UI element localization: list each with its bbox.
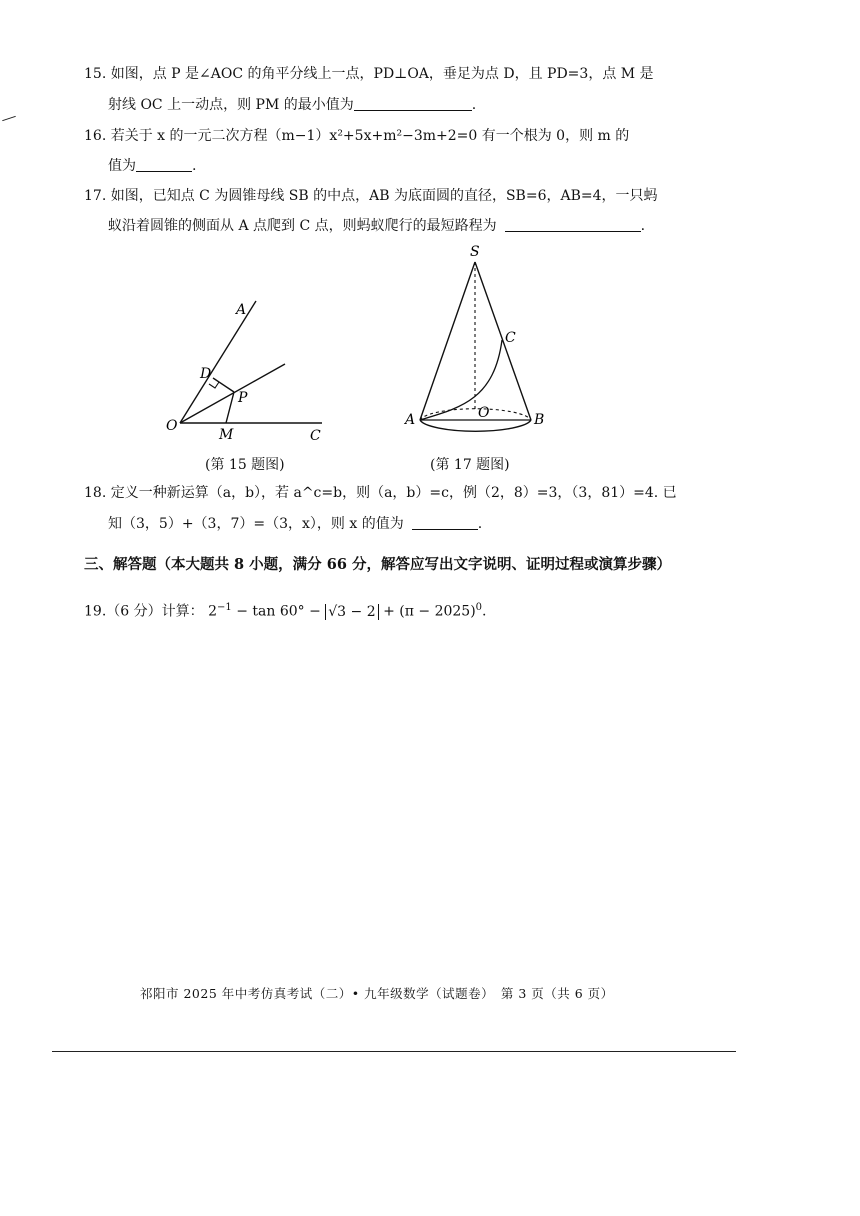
label-s: S xyxy=(470,244,480,260)
period: . xyxy=(477,516,483,532)
ant-path-curve xyxy=(420,340,502,420)
question-17 xyxy=(84,186,658,206)
label-c: C xyxy=(505,330,516,346)
question-text-line1: 如图，点 P 是∠AOC 的角平分线上一点，PD⊥OA，垂足为点 D，且 PD=3，点 M 是 xyxy=(110,66,654,82)
expr-base: 2 xyxy=(208,603,217,620)
label-c: C xyxy=(310,428,321,444)
label-o: O xyxy=(478,405,490,421)
question-16-line2 xyxy=(108,156,196,176)
period: . xyxy=(482,603,487,620)
segment-pd xyxy=(213,378,234,392)
label-d: D xyxy=(200,366,212,382)
figure-15-caption: (第 15 题图) xyxy=(205,457,285,473)
question-text-line2: 值为 xyxy=(108,158,136,174)
question-number: 18. xyxy=(84,485,107,501)
question-18 xyxy=(84,483,677,503)
label-b: B xyxy=(534,412,545,428)
question-19 xyxy=(84,598,486,622)
question-15 xyxy=(84,64,654,84)
generatrix-sb xyxy=(475,262,531,420)
figure-17-caption: (第 17 题图) xyxy=(430,457,510,473)
question-15-line2 xyxy=(108,95,476,115)
scan-mark xyxy=(2,116,16,121)
label-p: P xyxy=(238,390,248,406)
label-a: A xyxy=(236,302,247,318)
page-footer: 祁阳市 2025 年中考仿真考试（二）• 九年级数学（试题卷） 第 3 页（共 6 页） xyxy=(140,986,614,1001)
expr-zero-exponent: 0 xyxy=(475,602,483,613)
question-text-line2: 知（3，5）+（3，7）=（3，x），则 x 的值为 xyxy=(108,516,404,532)
expr-absolute-value: √3 − 2 xyxy=(325,604,378,620)
right-angle-mark xyxy=(209,382,219,388)
generatrix-sa xyxy=(420,262,475,420)
bisector-op xyxy=(180,364,285,423)
question-number: 19. xyxy=(84,603,107,620)
label-o: O xyxy=(166,418,178,434)
answer-blank[interactable] xyxy=(505,217,641,232)
label-a: A xyxy=(405,412,416,428)
expr-tan: − tan 60° − xyxy=(231,603,326,620)
period: . xyxy=(471,97,477,113)
answer-blank[interactable] xyxy=(354,96,472,111)
label-m: M xyxy=(219,427,234,443)
question-points: （6 分） xyxy=(106,603,162,620)
question-number: 16. xyxy=(84,128,107,144)
figure-17-diagram xyxy=(400,240,560,452)
answer-blank[interactable] xyxy=(412,515,478,530)
question-16 xyxy=(84,126,629,146)
answer-blank[interactable] xyxy=(136,157,192,172)
question-text-line1: 若关于 x 的一元二次方程（m−1）x²+5x+m²−3m+2=0 有一个根为 0，则 m 的 xyxy=(110,128,630,144)
question-number: 15. xyxy=(84,66,107,82)
figure-15-diagram xyxy=(160,292,340,472)
question-prompt: 计算： xyxy=(161,603,204,620)
section-heading: 三、解答题（本大题共 8 小题，满分 66 分，解答应写出文字说明、证明过程或演算步骤） xyxy=(84,556,671,573)
question-text-line1: 定义一种新运算（a，b），若 a^c=b，则（a，b）=c，例（2，8）=3，（3，81）=4. 已 xyxy=(110,485,677,501)
expr-exponent: −1 xyxy=(217,602,232,613)
question-text-line2: 射线 OC 上一动点，则 PM 的最小值为 xyxy=(108,97,354,113)
period: . xyxy=(192,158,197,174)
period: . xyxy=(640,218,646,234)
base-front-arc xyxy=(420,420,531,431)
question-text-line1: 如图，已知点 C 为圆锥母线 SB 的中点，AB 为底面圆的直径，SB=6，AB=4，一只蚂 xyxy=(110,188,658,204)
expr-pi-term: + (π − 2025) xyxy=(378,603,476,620)
question-18-line2 xyxy=(108,514,482,534)
question-text-line2: 蚁沿着圆锥的侧面从 A 点爬到 C 点，则蚂蚁爬行的最短路程为 xyxy=(108,218,497,234)
footer-rule xyxy=(52,1051,736,1052)
question-17-line2 xyxy=(108,216,645,236)
question-number: 17. xyxy=(84,188,107,204)
